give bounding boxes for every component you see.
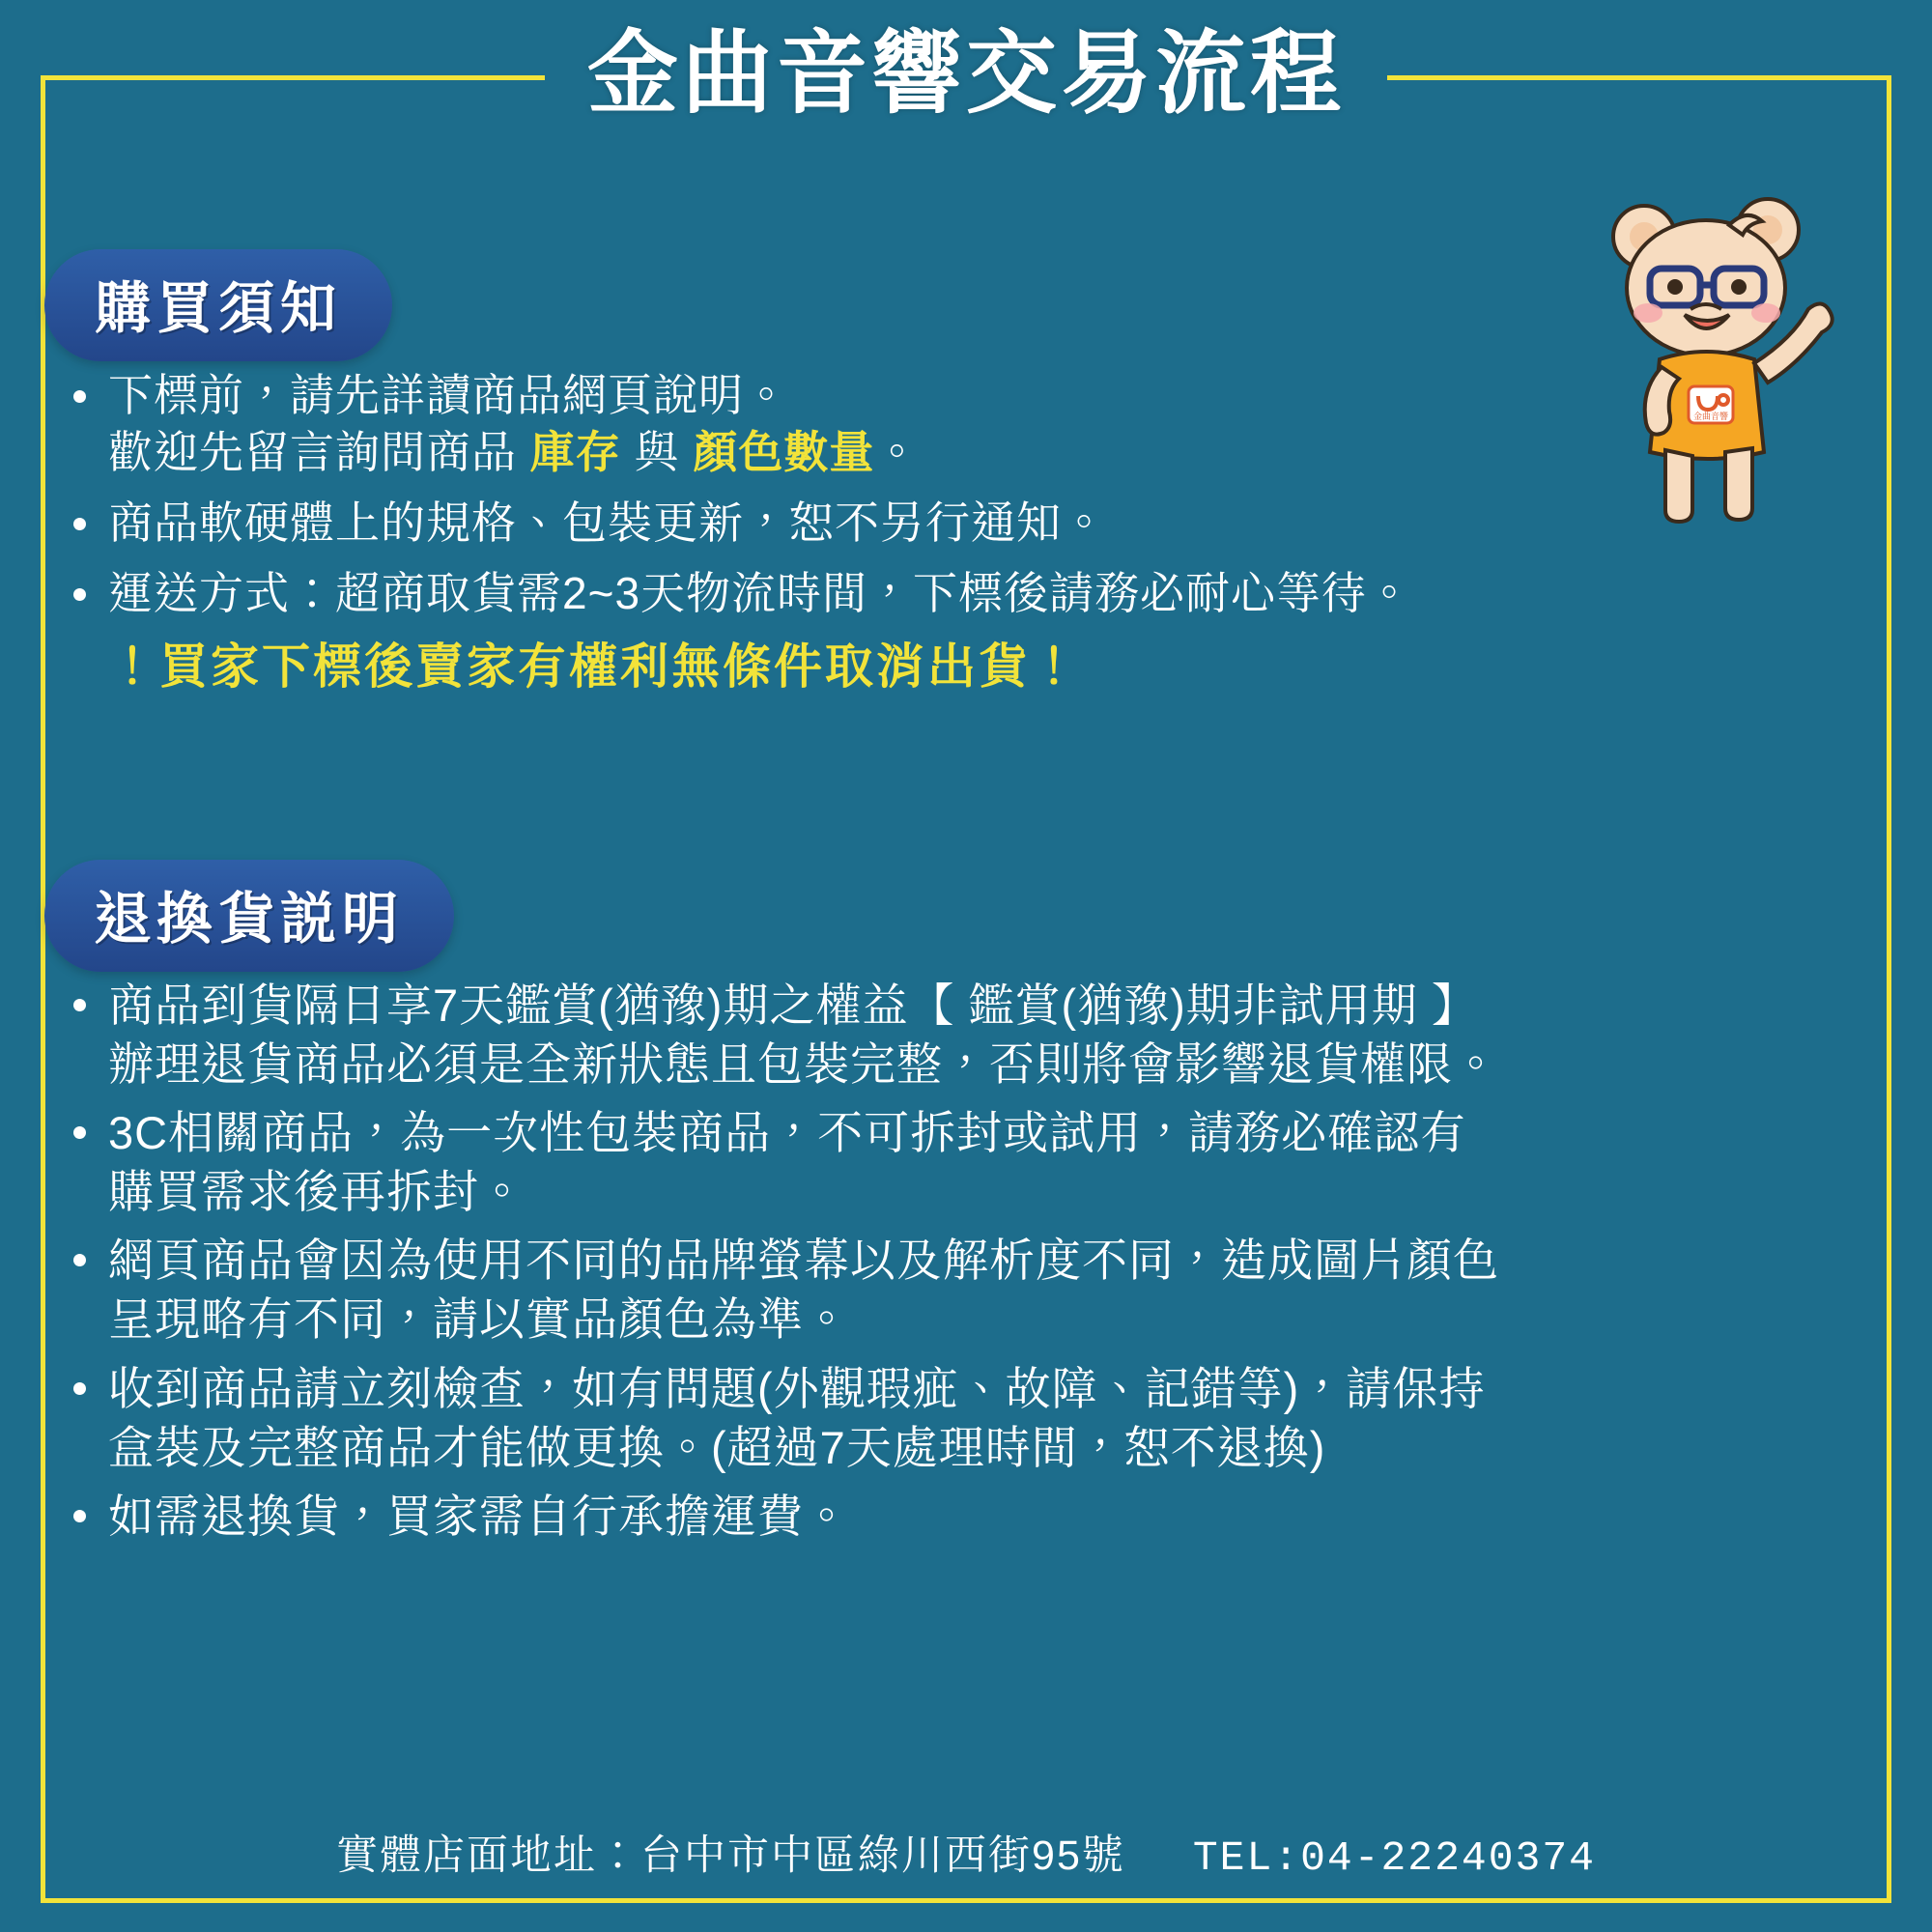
list-item-line: 網頁商品會因為使用不同的品牌螢幕以及解析度不同，造成圖片顏色 bbox=[108, 1235, 1499, 1287]
purchase-notice-list bbox=[64, 367, 1571, 697]
section-return-policy bbox=[64, 976, 1841, 1555]
page-title: 金曲音響交易流程 bbox=[545, 15, 1387, 131]
list-item bbox=[64, 976, 1841, 1094]
list-item-line: 運送方式：超商取貨需2~3天物流時間，下標後請務必耐心等待。 bbox=[108, 567, 1413, 618]
list-item bbox=[64, 1103, 1841, 1221]
list-item-line: 收到商品請立刻檢查，如有問題(外觀瑕疵、故障、記錯等)，請保持 bbox=[108, 1362, 1486, 1414]
list-item-line bbox=[108, 427, 920, 477]
list-item-line: 呈現略有不同，請以實品顏色為準。 bbox=[108, 1293, 850, 1346]
section-purchase-notice bbox=[64, 367, 1571, 711]
svg-text:金曲音響: 金曲音響 bbox=[1692, 412, 1729, 421]
list-item-line: 購買需求後再拆封。 bbox=[108, 1166, 526, 1218]
section-heading-purchase-notice: 購買須知 bbox=[44, 249, 392, 361]
text-run: 歡迎先留言詢問商品 bbox=[108, 426, 530, 477]
warning-item bbox=[64, 636, 1571, 697]
section-heading-return-policy: 退換貨説明 bbox=[44, 860, 454, 972]
highlight-stock: 庫存 bbox=[529, 426, 621, 477]
list-item bbox=[64, 1359, 1841, 1477]
footer bbox=[0, 1823, 1932, 1882]
list-item bbox=[64, 565, 1571, 622]
list-item bbox=[64, 495, 1571, 552]
list-item-line: 如需退換貨，買家需自行承擔運費。 bbox=[108, 1490, 850, 1542]
list-item-line: 辦理退貨商品必須是全新狀態且包裝完整，否則將會影響退貨權限。 bbox=[108, 1038, 1499, 1091]
list-item bbox=[64, 367, 1571, 481]
list-item-line: 商品軟硬體上的規格、包裝更新，恕不另行通知。 bbox=[108, 497, 1107, 548]
store-phone: TEL:04-22240374 bbox=[1192, 1834, 1596, 1882]
page-title-wrap bbox=[0, 15, 1932, 141]
list-item bbox=[64, 1487, 1841, 1546]
list-item-line: 盒裝及完整商品才能做更換。(超過7天處理時間，恕不退換) bbox=[108, 1421, 1326, 1473]
text-run: 與 bbox=[620, 426, 694, 477]
warning-text: ！買家下標後賣家有權利無條件取消出貨！ bbox=[108, 639, 1081, 694]
list-item-line: 下標前，請先詳讀商品網頁說明。 bbox=[108, 370, 789, 420]
text-run: 。 bbox=[874, 426, 921, 477]
store-address: 實體店面地址：台中市中區綠川西街95號 bbox=[336, 1833, 1125, 1879]
return-policy-list bbox=[64, 976, 1841, 1546]
bear-mascot bbox=[1584, 193, 1845, 609]
highlight-color-qty: 顏色數量 bbox=[693, 426, 875, 477]
list-item-line: 商品到貨隔日享7天鑑賞(猶豫)期之權益【 鑑賞(猶豫)期非試用期 】 bbox=[108, 980, 1478, 1031]
list-item bbox=[64, 1231, 1841, 1349]
list-item-line: 3C相關商品，為一次性包裝商品，不可拆封或試用，請務必確認有 bbox=[108, 1107, 1467, 1159]
